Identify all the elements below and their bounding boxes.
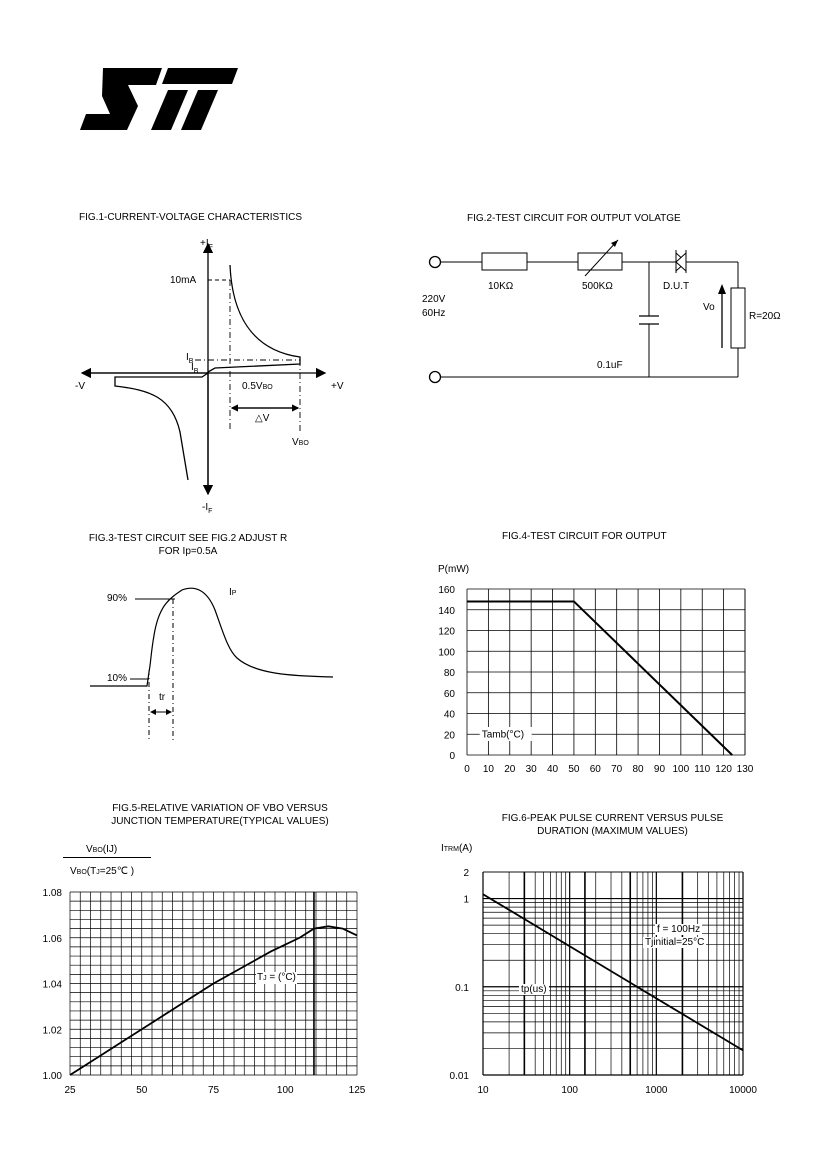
fig4-x-tick: 70 (611, 764, 623, 775)
fig3-title: FIG.3-TEST CIRCUIT SEE FIG.2 ADJUST R FOR Ip=0.5A (88, 533, 288, 557)
fig5-tj-label: TJ = (°C) (257, 972, 296, 983)
fig5-x-tick: 100 (276, 1085, 294, 1096)
fig2-resistor-10k (482, 253, 527, 270)
fig1-iv-chart (60, 232, 360, 512)
fig6-x-tick: 10000 (729, 1085, 757, 1096)
fig5-y-tick: 1.02 (42, 1025, 62, 1037)
fig1-negative-curve (115, 373, 208, 480)
fig5-x-tick: 50 (136, 1085, 148, 1096)
logo-t-bar (162, 68, 238, 84)
fig1-positive-curve (208, 265, 300, 372)
fig1-minus-if: $-I_F$ (202, 502, 213, 515)
fig6-chart (440, 860, 770, 1100)
fig4-x-tick: 130 (736, 764, 754, 775)
fig1-half-vbo: 0.5VBO (242, 381, 273, 392)
fig4-x-tick: 0 (464, 764, 470, 775)
fig1-10ma-label: 10mA (170, 275, 197, 286)
fig2-r1-label: 10KΩ (488, 281, 514, 292)
fig4-y-tick: 20 (443, 730, 455, 742)
fig4-chart (430, 575, 770, 785)
fig4-y-tick: 0 (449, 751, 455, 762)
fig5-ylabel-num: VBO(IJ) (86, 844, 118, 855)
fig4-x-tick: 30 (525, 764, 537, 775)
fig4-x-tick: 90 (653, 764, 666, 775)
logo-t-stem-left (151, 90, 188, 130)
fig5-fraction-bar (63, 857, 151, 858)
fig2-cap-label: 0.1uF (597, 360, 623, 371)
fig4-x-tick: 120 (715, 764, 732, 775)
fig6-y-tick: 2 (463, 868, 469, 879)
fig2-terminal-top (430, 257, 441, 268)
fig1-plus-if: $+I_F$ (200, 238, 213, 251)
fig4-x-tick: 50 (568, 764, 580, 775)
fig4-y-tick: 80 (443, 668, 455, 679)
logo-s (80, 68, 162, 130)
fig4-y-tick: 160 (438, 585, 455, 596)
fig4-x-tick: 110 (694, 764, 711, 775)
fig2-title: FIG.2-TEST CIRCUIT FOR OUTPUT VOLATGE (467, 213, 681, 224)
fig4-ylabel: P(mW) (438, 564, 470, 575)
fig2-rl-label: R=20Ω (749, 311, 781, 322)
fig1-plus-v: +V (331, 381, 344, 392)
fig6-title: FIG.6-PEAK PULSE CURRENT VERSUS PULSE DURATION (MAXIMUM VALUES) (501, 813, 724, 837)
fig4-y-tick: 60 (443, 688, 455, 700)
fig1-ib1-label: $I_B$ (186, 352, 194, 365)
fig6-series-line (483, 894, 743, 1050)
fig6-x-tick: 1000 (645, 1085, 668, 1096)
fig4-x-tick: 40 (546, 764, 559, 775)
st-logo (80, 68, 240, 134)
fig5-ylabel-den: VBO(TJ=25℃ ) (70, 866, 135, 877)
fig4-y-tick: 120 (438, 626, 455, 638)
fig4-x-tick: 20 (504, 764, 516, 775)
fig1-ib2-label: $I_B$ (191, 362, 199, 375)
fig2-terminal-bottom (430, 372, 441, 383)
fig4-xlabel: Tamb(°C) (481, 729, 525, 741)
fig5-y-tick: 1.06 (42, 933, 62, 945)
fig4-y-tick: 100 (438, 647, 455, 659)
fig3-ip-label: IP (229, 587, 237, 598)
fig6-xlabel: tp(us) (521, 984, 547, 995)
fig5-title: FIG.5-RELATIVE VARIATION OF VBO VERSUS JUNCTION TEMPERATURE(TYPICAL VALUES) (111, 803, 329, 827)
fig6-ylabel: ITRM(A) (441, 843, 473, 854)
fig1-delta-v: △V (255, 413, 270, 424)
fig5-chart (30, 885, 375, 1100)
fig3-90-label: 90% (107, 593, 128, 604)
fig2-resistor-500k (578, 253, 622, 270)
fig2-load-resistor (731, 288, 745, 348)
fig4-x-tick: 100 (672, 764, 690, 775)
fig2-source-frequency: 60Hz (422, 308, 446, 319)
fig4-x-tick: 80 (632, 764, 644, 775)
fig6-tj-label: Tjinitial=25°C (645, 937, 705, 948)
logo-t-stem-right (181, 90, 218, 130)
fig6-y-tick: 0.01 (449, 1071, 469, 1082)
fig1-vbo: VBO (292, 437, 309, 448)
fig5-y-tick: 1.00 (42, 1071, 62, 1082)
fig5-x-tick: 75 (207, 1085, 220, 1096)
fig3-tr-label: tr (159, 692, 166, 703)
fig5-x-tick: 125 (348, 1085, 366, 1096)
fig4-y-tick: 40 (443, 709, 455, 721)
fig3-pulse (85, 580, 345, 745)
fig5-x-tick: 25 (64, 1085, 76, 1096)
fig6-freq-label: f = 100Hz (657, 924, 701, 935)
fig1-title: FIG.1-CURRENT-VOLTAGE CHARACTERISTICS (79, 212, 302, 223)
fig5-y-tick: 1.08 (42, 888, 62, 899)
fig6-x-tick: 10 (477, 1085, 489, 1096)
fig3-10-label: 10% (107, 673, 128, 684)
fig6-x-tick: 100 (561, 1085, 579, 1096)
fig5-y-tick: 1.04 (42, 979, 62, 991)
fig4-x-tick: 10 (482, 764, 494, 775)
fig4-x-tick: 60 (589, 764, 601, 775)
fig2-vo-arrowhead (718, 284, 726, 294)
fig4-title: FIG.4-TEST CIRCUIT FOR OUTPUT (502, 531, 667, 542)
fig2-r2-label: 500KΩ (582, 281, 613, 292)
fig2-vo-label: Vo (703, 302, 715, 313)
fig6-y-tick: 1 (463, 894, 469, 906)
fig2-dut-label: D.U.T (663, 281, 690, 292)
fig1-minus-v: -V (75, 381, 85, 392)
fig4-y-tick: 140 (438, 605, 455, 617)
fig2-source-voltage: 220V (422, 294, 446, 305)
fig6-y-tick: 0.1 (455, 982, 469, 994)
fig2-dut-symbol (676, 250, 686, 273)
logo-mark (80, 68, 238, 130)
